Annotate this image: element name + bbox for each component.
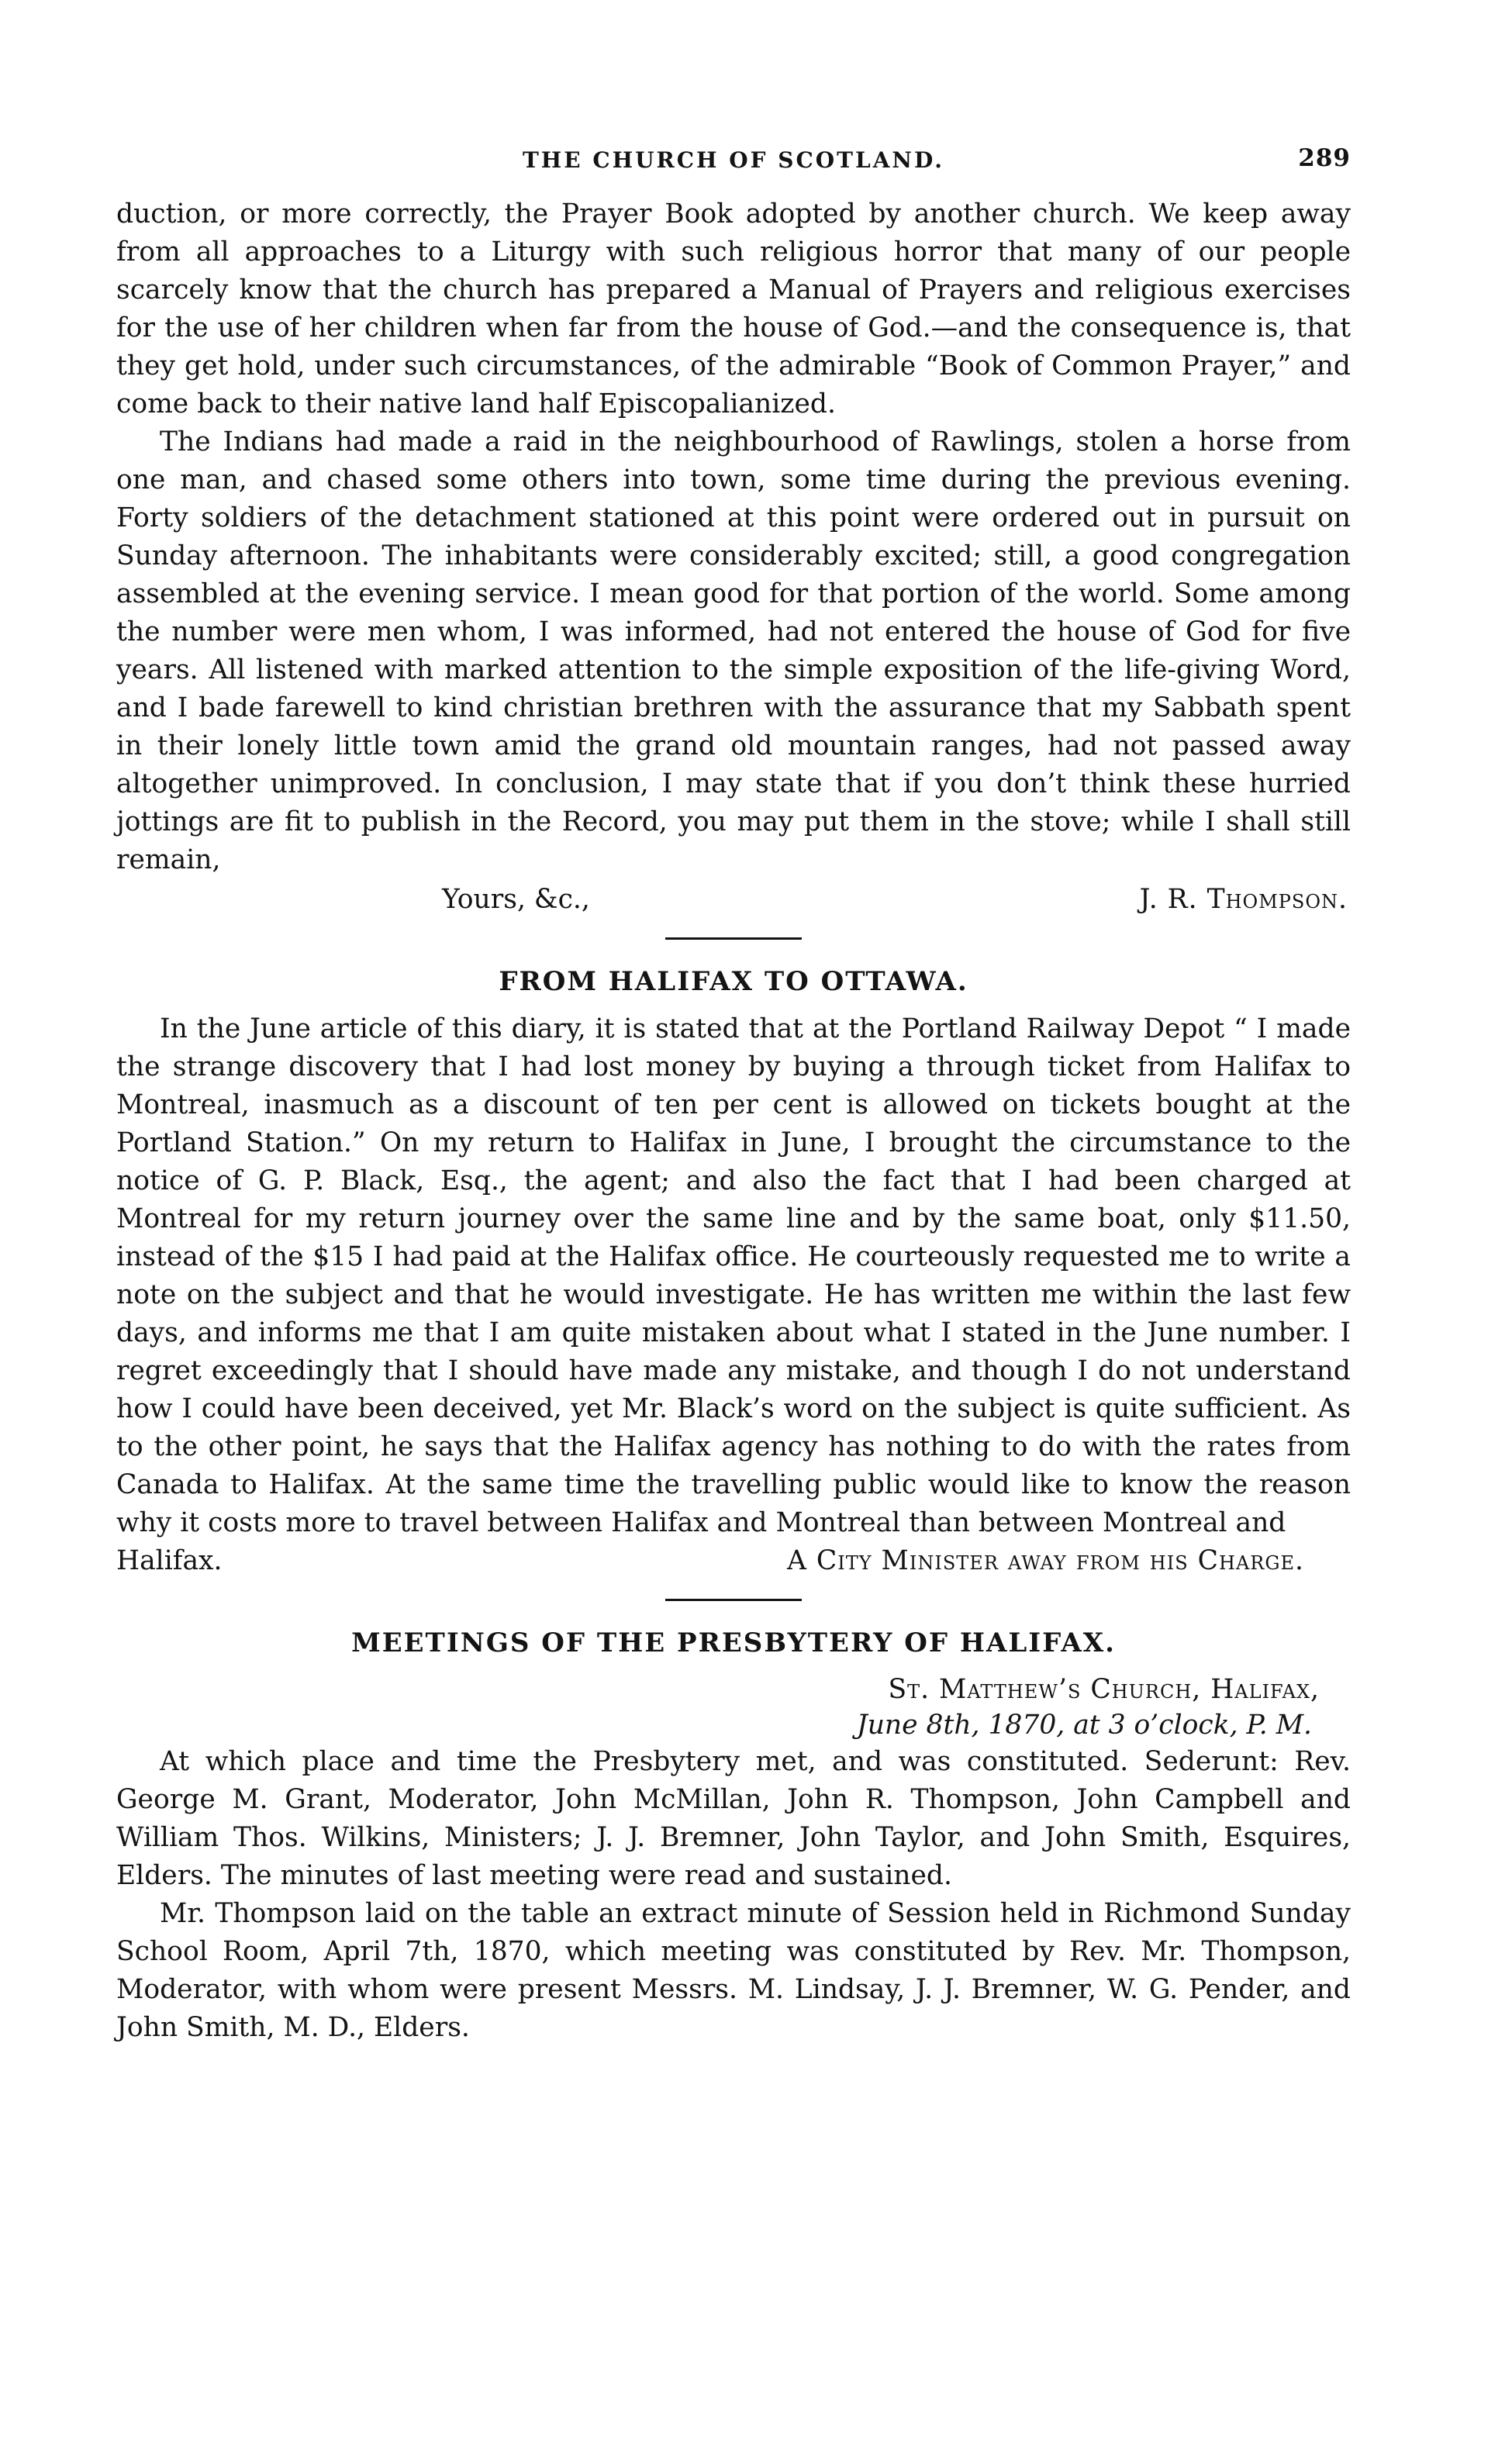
section-divider	[665, 937, 802, 940]
minutes-paragraph: Mr. Thompson laid on the table an extract minute of Session held in Richmond Sunday School Room, April 7th, 1870, which meeting was constituted by Rev. Mr. Thompson, Moderator, with whom were present Messrs. M. Lindsay, J. J. Bremner, W. G. Pender, and John Smith, M. D., Elders.	[116, 1898, 1351, 2043]
letter-closing: Yours, &c.,	[442, 884, 590, 915]
meeting-date: June 8th, 1870, at 3 o’clock, P. M.	[856, 1710, 1312, 1741]
document-page	[116, 132, 1351, 2047]
letter-paragraph: The Indians had made a raid in the neighbourhood of Rawlings, stolen a horse from one man, and chased some others into town, some time during the previous evening. Forty soldiers of the detachment stationed at this point were ordered out in pursuit on Sunday afternoon. The inhabitants were considerably excited; still, a good congregation assembled at the evening service. I mean good for that portion of the world. Some among the number were men whom, I was informed, had not entered the house of God for five years. All listened with marked attention to the simple exposition of the life-giving Word, and I bade farewell to kind christian brethren with the assurance that my Sabbath spent in their lonely little town amid the grand old mountain ranges, had not passed away altogether unimproved. In conclusion, I may state that if you don’t think these hurried jottings are fit to publish in the Record, you may put them in the stove; while I shall still remain,	[116, 426, 1351, 875]
article-last-word: Halifax.	[116, 1545, 223, 1576]
section-divider	[665, 1599, 802, 1601]
meeting-place-date	[116, 1672, 1351, 1743]
article-signature: A City Minister away from his Charge.	[786, 1545, 1304, 1576]
letter-paragraph-continued: duction, or more correctly, the Prayer Book adopted by another church. We keep away from all approaches to a Liturgy with such religious horror that many of our people scarcely know that the church has prepared a Manual of Prayers and religious exercises for the use of her children when far from the house of God.—and the consequence is, that they get hold, under such circumstances, of the admirable “Book of Common Prayer,” and come back to their native land half Episcopalianized.	[116, 198, 1351, 419]
running-title: THE CHURCH OF SCOTLAND.	[522, 147, 945, 173]
running-header	[116, 132, 1351, 178]
article-title-halifax-ottawa: FROM HALIFAX TO OTTAWA.	[499, 966, 968, 997]
meeting-place: St. Matthew’s Church, Halifax,	[888, 1674, 1320, 1705]
article-title-presbytery: MEETINGS OF THE PRESBYTERY OF HALIFAX.	[351, 1627, 1116, 1658]
article-byline-line	[116, 1542, 1351, 1580]
minutes-paragraph: At which place and time the Presbytery met, and was constituted. Sederunt: Rev. George M. Grant, Moderator, John McMillan, John R. Thompson, John Campbell and William Thos. Wilkins, Ministers; J. J. Bremner, John Taylor, and John Smith, Esquires, Elders. The minutes of last meeting were read and sustained.	[116, 1746, 1351, 1891]
letter-signature: J. R. Thompson.	[1139, 884, 1348, 915]
page-number: 289	[1298, 144, 1351, 172]
article-body: In the June article of this diary, it is stated that at the Portland Railway Depot “ I made the strange discovery that I had lost money by buying a through ticket from Halifax to Montreal, inasmuch as a discount of ten per cent is allowed on tickets bought at the Portland Station.” On my return to Halifax in June, I brought the circumstance to the notice of G. P. Black, Esq., the agent; and also the fact that I had been charged at Montreal for my return journey over the same line and by the same boat, only $11.50, instead of the $15 I had paid at the Halifax office. He courteously requested me to write a note on the subject and that he would investigate. He has written me within the last few days, and informs me that I am quite mistaken about what I stated in the June number. I regret exceedingly that I should have made any mistake, and though I do not understand how I could have been deceived, yet Mr. Black’s word on the subject is quite sufficient. As to the other point, he says that the Halifax agency has nothing to do with the rates from Canada to Halifax. At the same time the travelling public would like to know the reason why it costs more to travel between Halifax and Montreal than between Montreal and	[116, 1013, 1351, 1538]
letter-signature-line	[116, 881, 1351, 919]
